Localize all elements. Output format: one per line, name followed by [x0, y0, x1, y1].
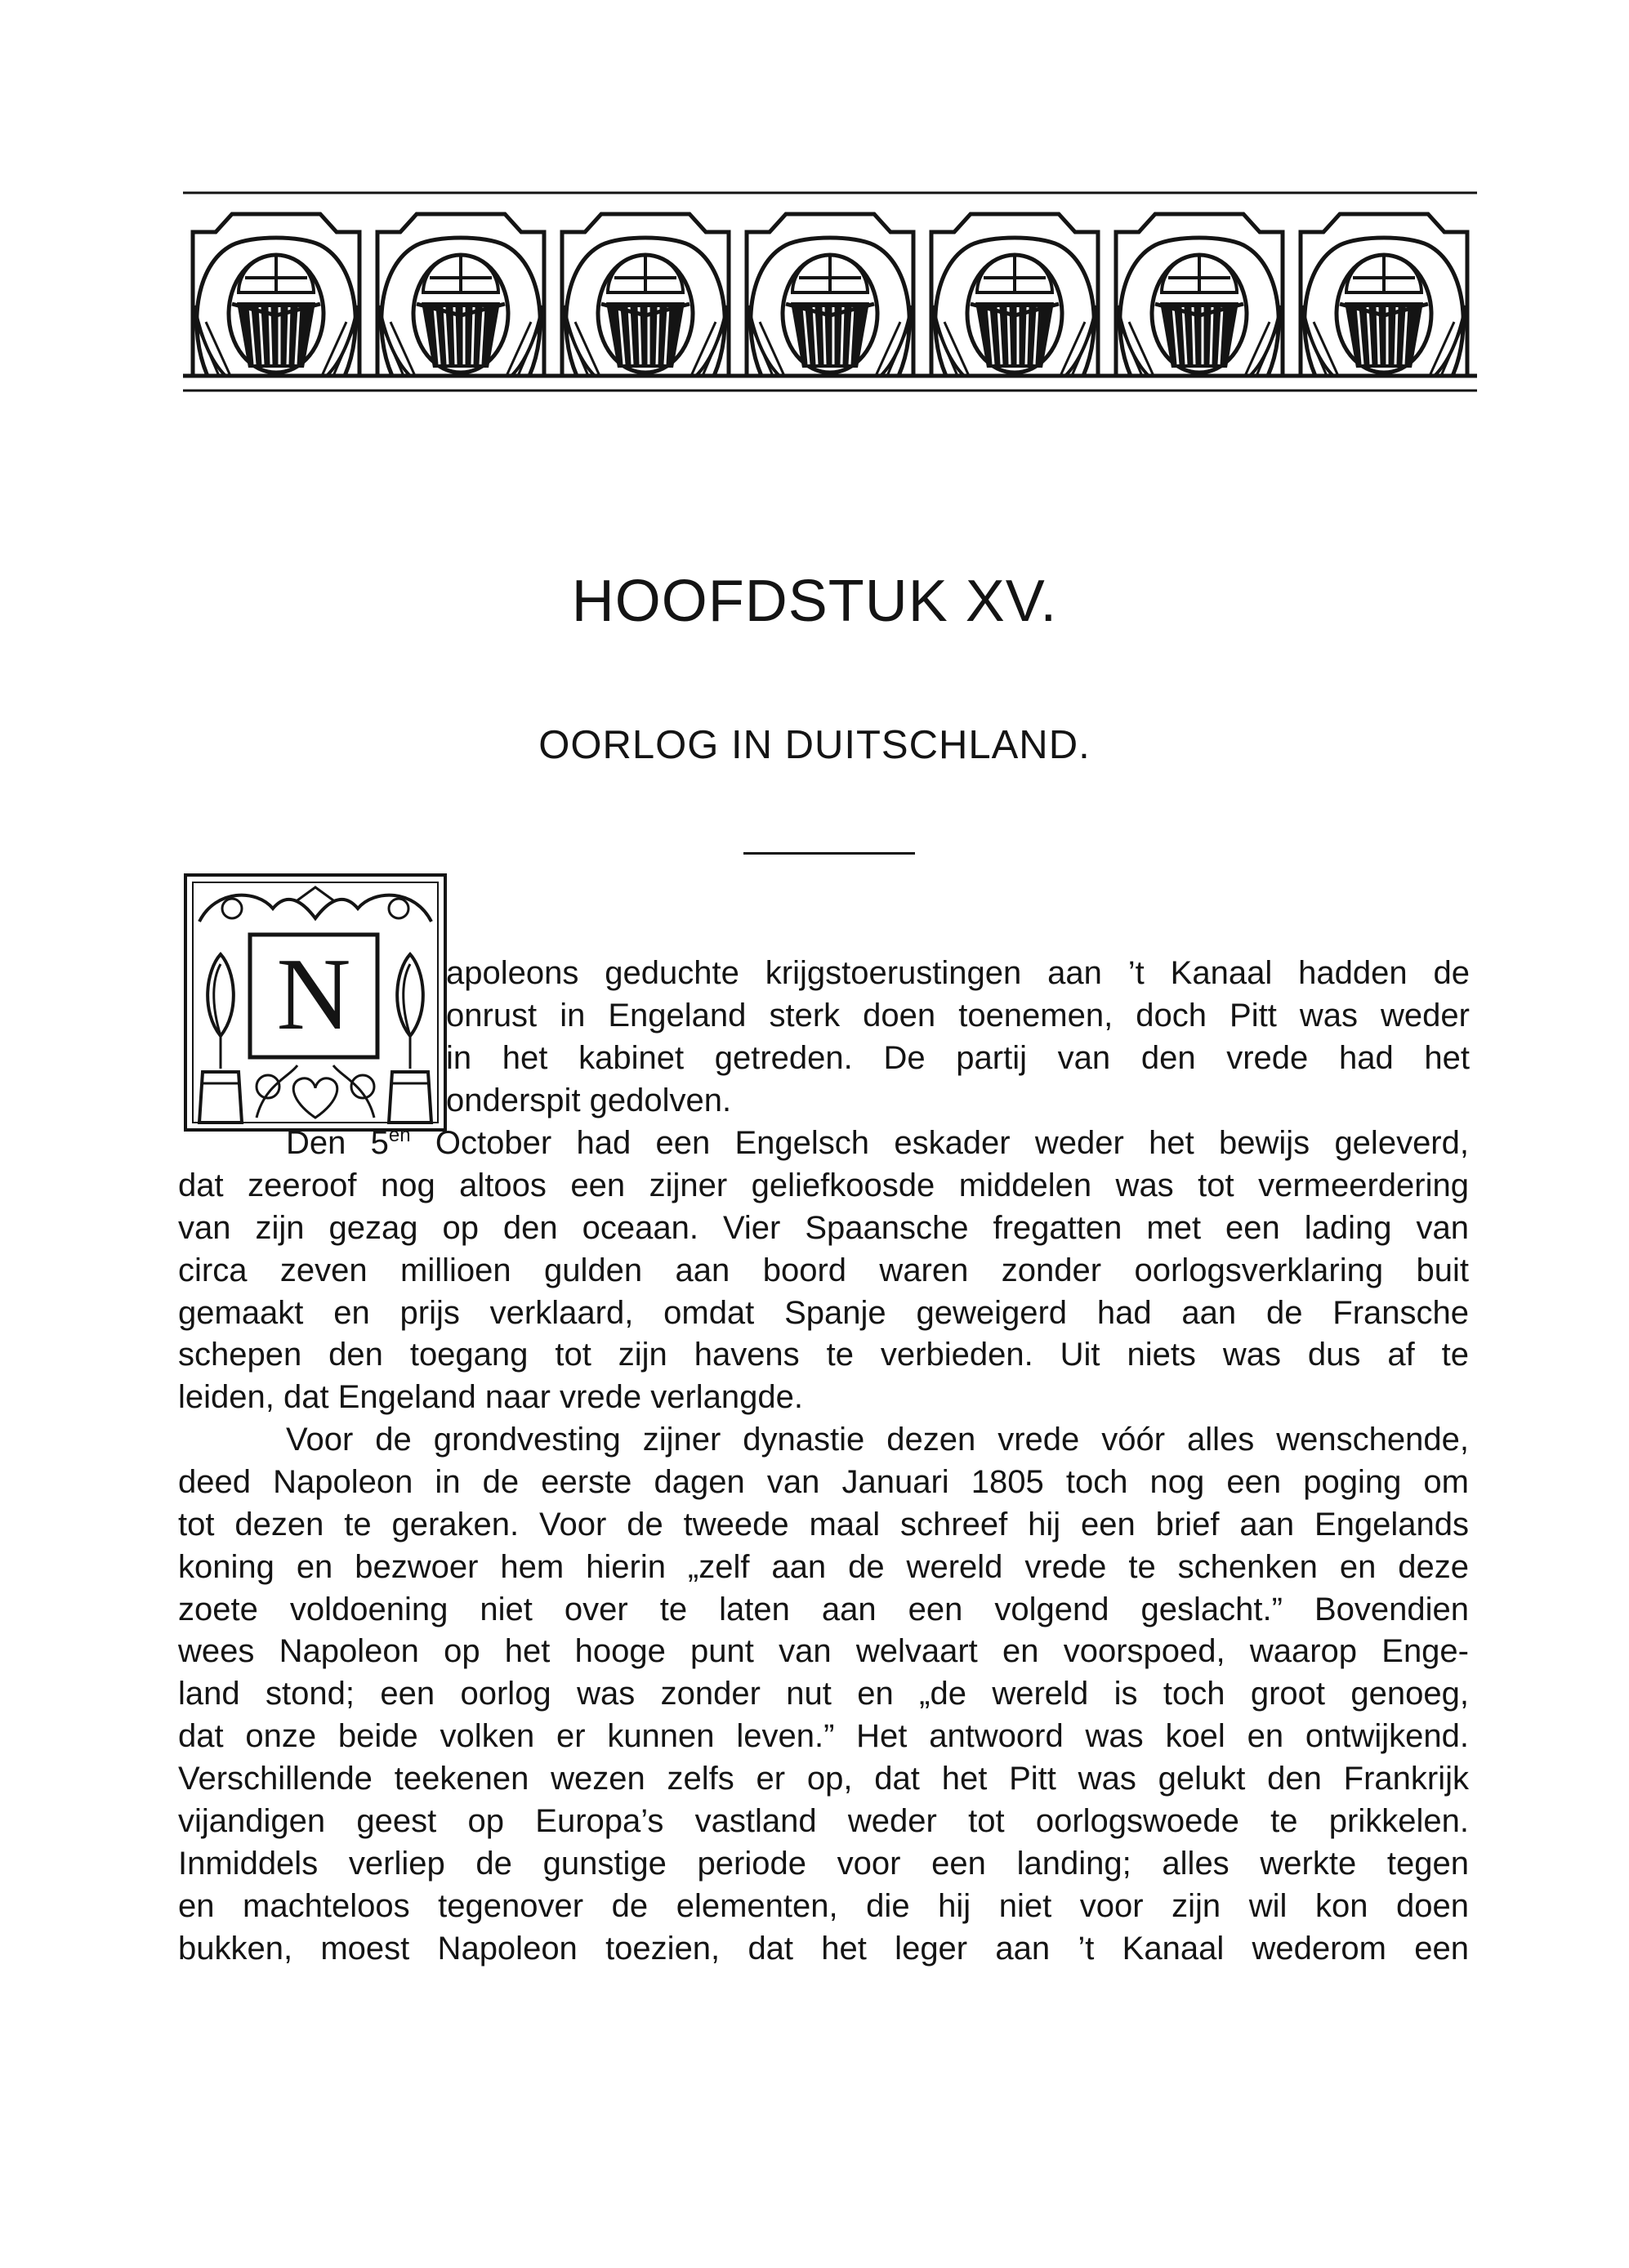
- text-line: en machteloos tegenover de elementen, die hij niet voor zijn wil kon doen: [178, 1887, 1469, 1924]
- superscript: en: [388, 1124, 411, 1146]
- text-line: dat onze beide volken er kunnen leven.” Het antwoord was koel en ontwijkend.: [178, 1718, 1469, 1755]
- text-line: leiden, dat Engeland naar vrede verlangde.: [178, 1379, 803, 1416]
- paragraph-1: [446, 953, 1470, 1123]
- text-line: gemaakt en prijs verklaard, omdat Spanje geweigerd had aan de Fransche: [178, 1294, 1469, 1331]
- text-line: Inmiddels verliep de gunstige periode voor een landing; alles werkte tegen: [178, 1845, 1469, 1882]
- text-line: land stond; een oorlog was zonder nut en „de wereld is toch groot genoeg,: [178, 1676, 1469, 1712]
- text-line: van zijn gezag op den oceaan. Vier Spaansche fregatten met een lading van: [178, 1209, 1469, 1246]
- text-line: wees Napoleon op het hooge punt van welvaart en voorspoed, waarop Enge-: [178, 1633, 1469, 1670]
- text-line: bukken, moest Napoleon toezien, dat het leger aan ’t Kanaal wederom een: [178, 1930, 1469, 1967]
- text-line: schepen den toegang tot zijn havens te verbieden. Uit niets was dus af te: [178, 1337, 1469, 1373]
- text-line: apoleons geduchte krijgstoerustingen aan ’t Kanaal hadden de: [446, 955, 1470, 991]
- text-line: circa zeven millioen gulden aan boord waren zonder oorlogsverklaring buit: [178, 1252, 1469, 1288]
- text-line: onrust in Engeland sterk doen toenemen, doch Pitt was weder: [446, 997, 1470, 1034]
- text-line: vijandigen geest op Europa’s vastland weder tot oorlogswoede te prikkelen.: [178, 1803, 1469, 1840]
- text-fragment: Den 5: [286, 1125, 389, 1161]
- text-line: in het kabinet getreden. De partij van den vrede had het: [446, 1039, 1470, 1076]
- title-divider: [743, 852, 915, 855]
- text-line: Voor de grondvesting zijner dynastie dezen vrede vóór alles wenschende,: [286, 1422, 1469, 1458]
- chapter-title: HOOFDSTUK XV.: [571, 569, 1058, 634]
- initial-letter: N: [276, 938, 351, 1051]
- text-line: Verschillende teekenen wezen zelfs er op, dat het Pitt was gelukt den Frankrijk: [178, 1761, 1469, 1797]
- text-line: deed Napoleon in de eerste dagen van Januari 1805 toch nog een poging om: [178, 1463, 1469, 1500]
- text-line: onderspit gedolven.: [446, 1082, 732, 1118]
- chapter-subtitle: OORLOG IN DUITSCHLAND.: [538, 723, 1091, 767]
- ornament-frieze: [183, 190, 1477, 395]
- paragraph-2: [178, 1123, 1469, 1419]
- drop-initial: [183, 873, 448, 1132]
- text-line: tot dezen te geraken. Voor de tweede maal schreef hij een brief aan Engelands: [178, 1506, 1469, 1543]
- header-ornament-band: [183, 190, 1477, 395]
- text-line: zoete voldoening niet over te laten aan een volgend geslacht.” Bovendien: [178, 1591, 1469, 1627]
- text-fragment: October had een Engelsch eskader weder het bewijs geleverd,: [410, 1125, 1469, 1161]
- paragraph-3: [178, 1419, 1469, 1971]
- text-line: dat zeeroof nog altoos een zijner geliefkoosde middelen was tot vermeerdering: [178, 1167, 1469, 1203]
- text-line: koning en bezwoer hem hierin „zelf aan de wereld vrede te schenken en deze: [178, 1548, 1469, 1585]
- text-line: [178, 1123, 1469, 1165]
